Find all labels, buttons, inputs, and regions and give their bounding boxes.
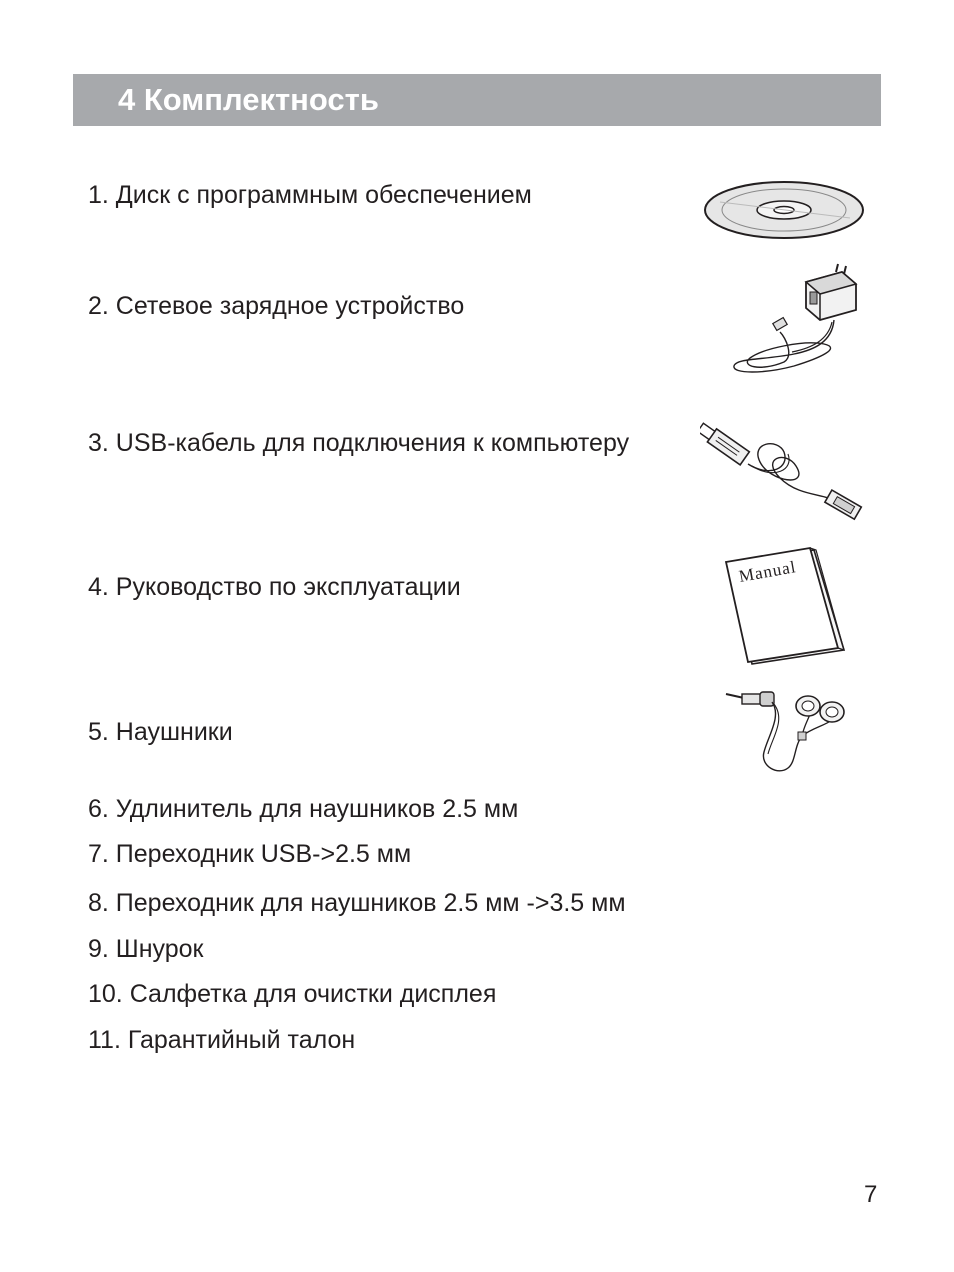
list-item: 6. Удлинитель для наушников 2.5 мм [88, 795, 519, 823]
usb-cable-icon [700, 418, 866, 526]
section-header-bar [73, 74, 881, 126]
manual-cover-text: Manual [737, 557, 798, 586]
list-item: 5. Наушники [88, 718, 233, 746]
earphones-icon [724, 686, 852, 778]
list-item: 4. Руководство по эксплуатации [88, 573, 461, 601]
list-item: 3. USB-кабель для подключения к компьютеру [88, 429, 630, 457]
list-item: 11. Гарантийный талон [88, 1026, 356, 1054]
page-number: 7 [864, 1181, 878, 1208]
charger-icon [724, 262, 870, 380]
section-title: 4 Комплектность [118, 82, 379, 117]
manual-booklet-icon [718, 546, 848, 670]
list-item: 9. Шнурок [88, 935, 204, 963]
list-item: 8. Переходник для наушников 2.5 мм ->3.5 мм [88, 889, 626, 917]
list-item: 10. Салфетка для очистки дисплея [88, 980, 497, 1008]
list-item: 1. Диск с программным обеспечением [88, 181, 532, 209]
cd-disc-icon [700, 180, 870, 244]
list-item: 2. Сетевое зарядное устройство [88, 292, 465, 320]
list-item: 7. Переходник USB->2.5 мм [88, 840, 412, 868]
